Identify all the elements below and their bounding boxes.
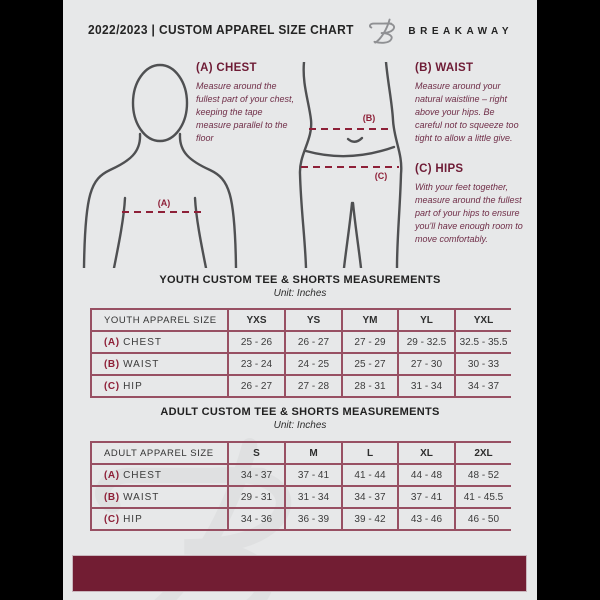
lower-body-figure <box>293 62 405 268</box>
cell: 25 - 26 <box>228 331 285 353</box>
row-label: WAIST <box>123 491 160 503</box>
youth-table-title: YOUTH CUSTOM TEE & SHORTS MEASUREMENTS <box>159 274 441 286</box>
youth-col-header: YXL <box>455 309 511 331</box>
cell: 29 - 32.5 <box>398 331 455 353</box>
brand-block <box>367 18 513 45</box>
waist-marker-label: (B) <box>362 113 376 123</box>
row-prefix: (B) <box>104 358 120 370</box>
table-row <box>91 375 511 397</box>
cell: 48 - 52 <box>455 464 511 486</box>
cell: 34 - 36 <box>228 508 285 530</box>
row-label: CHEST <box>123 469 162 481</box>
adult-size-table <box>90 441 511 531</box>
adult-col-header: ADULT APPAREL SIZE <box>91 442 228 464</box>
chest-instruction <box>196 62 296 145</box>
adult-col-header: XL <box>398 442 455 464</box>
cell: 27 - 28 <box>285 375 342 397</box>
row-label: HIP <box>123 380 143 392</box>
adult-col-header: S <box>228 442 285 464</box>
cell: 34 - 37 <box>455 375 511 397</box>
cell: 39 - 42 <box>342 508 398 530</box>
waist-heading: (B) WAIST <box>415 62 474 74</box>
cell: 37 - 41 <box>285 464 342 486</box>
cell: 44 - 48 <box>398 464 455 486</box>
cell: 34 - 37 <box>228 464 285 486</box>
breakaway-logo-icon <box>367 18 401 45</box>
cell: 46 - 50 <box>455 508 511 530</box>
brand-name: BREAKAWAY <box>408 26 513 37</box>
cell: 26 - 27 <box>228 375 285 397</box>
cell: 32.5 - 35.5 <box>455 331 511 353</box>
chest-heading: (A) CHEST <box>196 62 257 74</box>
adult-table-title: ADULT CUSTOM TEE & SHORTS MEASUREMENTS <box>160 406 440 418</box>
cell: 24 - 25 <box>285 353 342 375</box>
table-row <box>91 331 511 353</box>
page-title: 2022/2023 | CUSTOM APPAREL SIZE CHART <box>88 22 354 37</box>
adult-header-row <box>91 442 511 464</box>
hips-body-text: With your feet together, measure around the fullest part of your hips to ensure you'll have enough room to move comfortably. <box>415 182 523 245</box>
cell: 41 - 44 <box>342 464 398 486</box>
cell: 28 - 31 <box>342 375 398 397</box>
waist-instruction <box>415 62 523 145</box>
hips-instruction <box>415 163 531 246</box>
cell: 29 - 31 <box>228 486 285 508</box>
adult-col-header: L <box>342 442 398 464</box>
cell: 27 - 29 <box>342 331 398 353</box>
cell: 41 - 45.5 <box>455 486 511 508</box>
table-row <box>91 464 511 486</box>
youth-col-header: YL <box>398 309 455 331</box>
table-row <box>91 508 511 530</box>
youth-col-header: YS <box>285 309 342 331</box>
footer-accent-bar <box>72 555 527 592</box>
cell: 34 - 37 <box>342 486 398 508</box>
youth-table-unit: Unit: Inches <box>273 288 327 299</box>
adult-col-header: M <box>285 442 342 464</box>
chest-body-text: Measure around the fullest part of your chest, keeping the tape measure parallel to the floor <box>196 81 295 144</box>
cell: 43 - 46 <box>398 508 455 530</box>
row-label: HIP <box>123 513 143 525</box>
cell: 25 - 27 <box>342 353 398 375</box>
table-row <box>91 486 511 508</box>
cell: 31 - 34 <box>398 375 455 397</box>
adult-col-header: 2XL <box>455 442 511 464</box>
cell: 27 - 30 <box>398 353 455 375</box>
cell: 31 - 34 <box>285 486 342 508</box>
row-prefix: (B) <box>104 491 120 503</box>
cell: 26 - 27 <box>285 331 342 353</box>
table-row <box>91 353 511 375</box>
cell: 23 - 24 <box>228 353 285 375</box>
row-prefix: (C) <box>104 380 120 392</box>
row-prefix: (A) <box>104 336 120 348</box>
youth-col-header: YOUTH APPAREL SIZE <box>91 309 228 331</box>
youth-col-header: YXS <box>228 309 285 331</box>
waist-body-text: Measure around your natural waistline – right above your hips. Be careful not to squeeze too tight to allow a little give. <box>415 81 519 144</box>
youth-size-table <box>90 308 511 398</box>
cell: 37 - 41 <box>398 486 455 508</box>
row-label: CHEST <box>123 336 162 348</box>
chest-marker-label: (A) <box>157 198 171 208</box>
adult-table-unit: Unit: Inches <box>273 420 327 431</box>
hips-marker-label: (C) <box>374 171 388 181</box>
cell: 36 - 39 <box>285 508 342 530</box>
row-prefix: (C) <box>104 513 120 525</box>
row-prefix: (A) <box>104 469 120 481</box>
cell: 30 - 33 <box>455 353 511 375</box>
hips-heading: (C) HIPS <box>415 163 464 175</box>
youth-col-header: YM <box>342 309 398 331</box>
row-label: WAIST <box>123 358 160 370</box>
youth-header-row <box>91 309 511 331</box>
size-chart-page <box>63 0 537 600</box>
